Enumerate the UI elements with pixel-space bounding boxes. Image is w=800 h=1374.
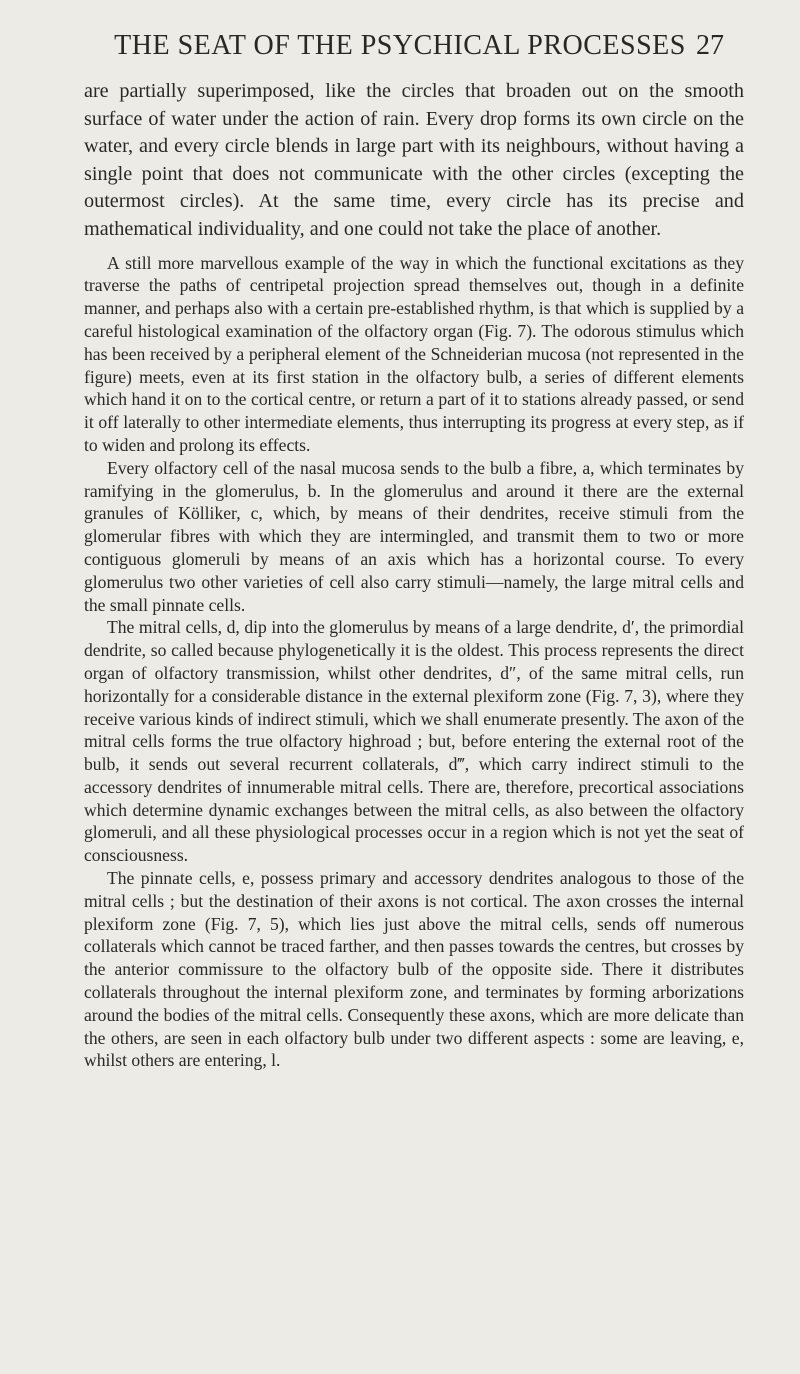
paragraph-1: are partially superimposed, like the circles that broaden out on the smooth surface of water under the action of rain. Every drop forms its own circle on the water, and every circle blends in large part with its neighbours, without having a single point that does not communicate with the other circles (excepting the outermost circles). At the same time, every circle has its precise and mathematical individuality, and one could not take the place of another.	[84, 80, 744, 240]
running-title: THE SEAT OF THE PSYCHICAL PROCESSES	[114, 30, 686, 61]
page-header	[0, 26, 800, 66]
paragraph-2: A still more marvellous example of the way in which the functional excitations as they traverse the paths of centripetal projection spread themselves out, though in a definite manner, and perhaps also with a certain pre-established rhythm, is that which is supplied by a careful histological examination of the olfactory organ (Fig. 7). The odorous stimulus which has been received by a peripheral element of the Schneiderian mucosa (not represented in the figure) meets, even at its first station in the olfactory bulb, a series of different elements which hand it on to the cortical centre, or return a part of it to stations already passed, or send it off laterally to other intermediate elements, thus interrupting its progress at every step, as if to widen and prolong its effects.	[84, 252, 744, 455]
paragraph-4: The mitral cells, d, dip into the glomerulus by means of a large dendrite, d′, the primordial dendrite, so called because phylogenetically it is the oldest. This process represents the direct organ of olfactory transmission, whilst other dendrites, d″, of the same mitral cells, run horizontally for a considerable distance in the external plexiform zone (Fig. 7, 3), where they receive various kinds of indirect stimuli, which we shall enumerate presently. The axon of the mitral cells forms the true olfactory highroad ; but, before entering the external root of the bulb, it sends out several recurrent collaterals, d‴, which carry indirect stimuli to the accessory dendrites of innumerable mitral cells. There are, therefore, precortical associations which determine dynamic exchanges between the mitral cells, as also between the olfactory glomeruli, and all these physiological processes occur in a region which is not yet the seat of consciousness.	[84, 617, 744, 866]
body-text	[84, 78, 744, 1072]
page-number: 27	[696, 30, 724, 61]
paragraph-5: The pinnate cells, e, possess primary and accessory dendrites analogous to those of the mitral cells ; but the destination of their axons is not cortical. The axon crosses the internal plexiform zone (Fig. 7, 5), which lies just above the mitral cells, sends off numerous collaterals which cannot be traced farther, and then passes towards the centres, but crosses by the anterior commissure to the olfactory bulb of the opposite side. There it distributes collaterals throughout the internal plexiform zone, and terminates by forming arborizations around the bodies of the mitral cells. Consequently these axons, which are more delicate than the others, are seen in each olfactory bulb under two different aspects : some are leaving, e, whilst others are entering, l.	[84, 868, 744, 1071]
paragraph-3: Every olfactory cell of the nasal mucosa sends to the bulb a fibre, a, which terminates by ramifying in the glomerulus, b. In the glomerulus and around it there are the external granules of Kölliker, c, which, by means of their dendrites, receive stimuli from the glomerular fibres with which they are intermingled, and transmit them to two or more contiguous glomeruli by means of an axis which has a horizontal course. To every glomerulus two other varieties of cell also carry stimuli—namely, the large mitral cells and the small pinnate cells.	[84, 457, 744, 615]
